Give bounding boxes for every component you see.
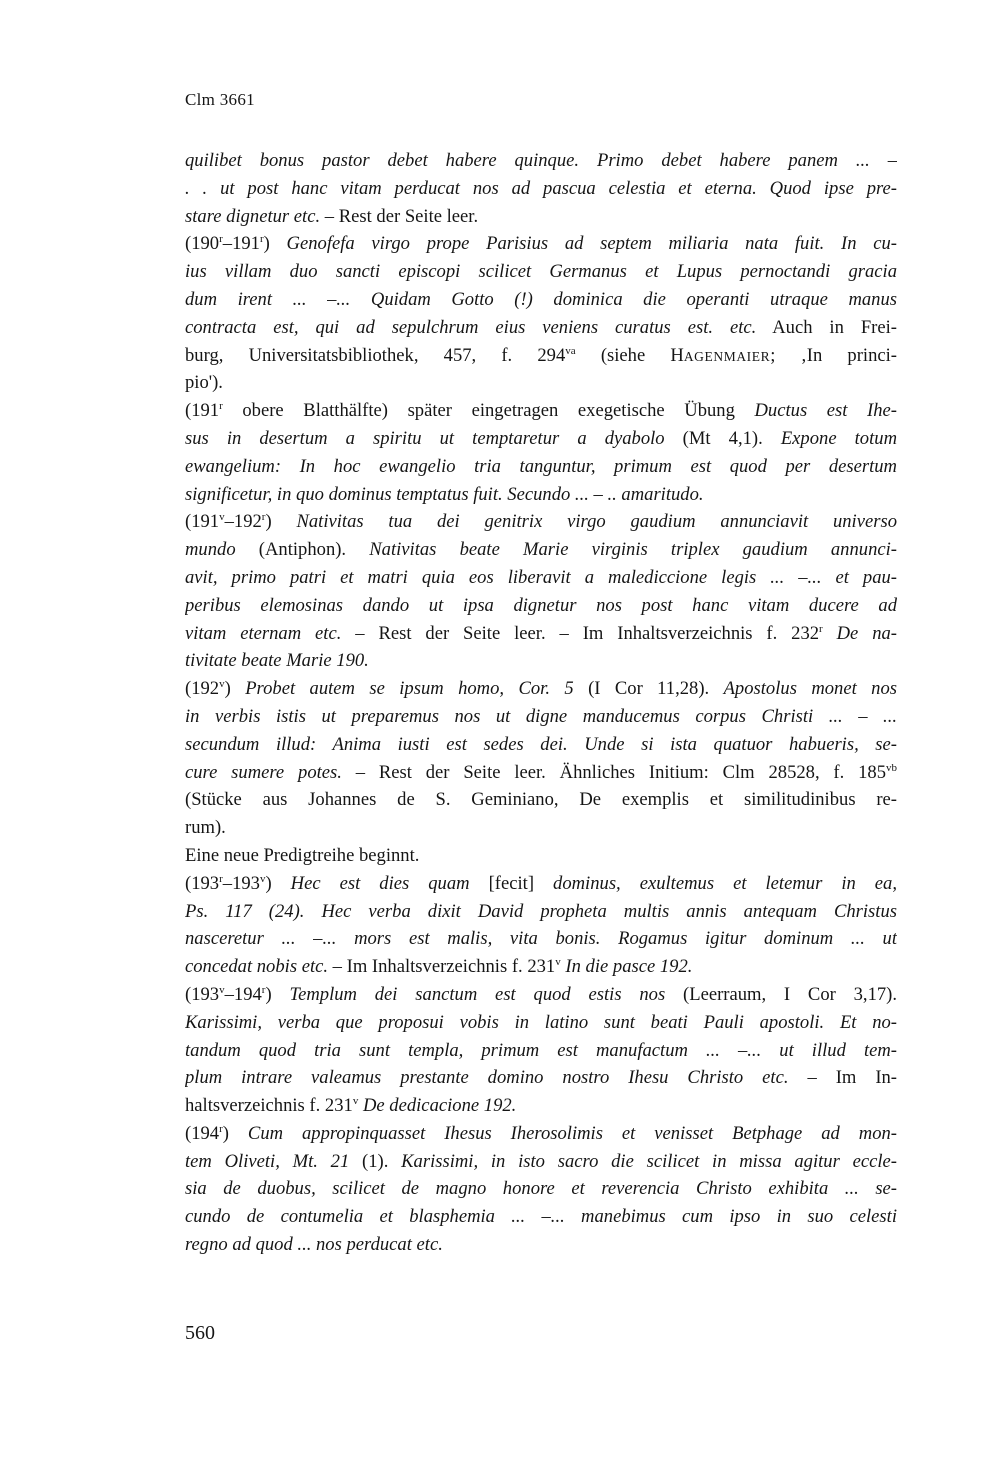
text-line (185, 397, 897, 425)
text-line (185, 1009, 897, 1037)
latin-text: De dedicacione 192. (362, 1095, 517, 1117)
text-line (185, 675, 897, 703)
latin-text: cundo de contumelia et blasphemia ... –... manebimus cum ipso in suo celesti (185, 1206, 897, 1228)
folio-superscript: r (819, 622, 823, 635)
page-number: 560 (185, 1322, 215, 1344)
latin-text: quilibet bonus pastor debet habere quinque. Primo debet habere panem ... – (185, 150, 897, 171)
text-line (185, 981, 897, 1009)
folio-superscript: v (219, 678, 225, 691)
text-segment: (Mt 4,1). (664, 427, 781, 449)
latin-text: nasceretur ... –... mors est malis, vita bonis. Rogamus igitur dominum ... ut (185, 928, 897, 950)
folio-superscript: r (259, 233, 264, 246)
latin-text: regno ad quod ... nos perducat etc. (185, 1234, 443, 1256)
text-line (185, 1120, 897, 1148)
text-segment: (193 (185, 872, 220, 894)
text-line (185, 870, 897, 898)
text-line (185, 203, 897, 231)
folio-superscript: v (219, 511, 225, 524)
text-segment: –194 (224, 983, 262, 1005)
text-line (185, 786, 897, 814)
folio-superscript: vb (886, 761, 897, 774)
latin-text: Expone totum (780, 427, 897, 449)
text-segment: –192 (224, 511, 262, 533)
running-head: Clm 3661 (185, 90, 255, 109)
folio-superscript: v (555, 956, 561, 969)
text-segment: – Rest der Seite leer. – Im Inhaltsverzeichnis f. 232 (341, 622, 820, 644)
catalog-text-body (185, 147, 897, 1259)
text-line (185, 1203, 897, 1231)
latin-text: Nativitas beate Marie virginis triplex gaudium annunci- (369, 539, 897, 561)
text-line (185, 925, 897, 953)
text-line (185, 703, 897, 731)
text-line (185, 1092, 897, 1120)
text-line (185, 314, 897, 342)
latin-text: dominus, exultemus et letemur in ea, (553, 872, 897, 894)
folio-superscript: r (219, 1122, 223, 1135)
text-segment: ) (222, 1122, 248, 1144)
text-line (185, 592, 897, 620)
latin-text: cure sumere potes. (185, 761, 342, 783)
latin-text: ius villam duo sancti episcopi scilicet Germanus et Lupus pernoctandi gracia (185, 261, 897, 283)
text-segment: ; ‚In princi- (770, 344, 897, 366)
text-line (185, 286, 897, 314)
text-segment: AGENMAIER (683, 348, 771, 364)
text-segment: (Antiphon). (235, 539, 370, 561)
text-line (185, 814, 897, 842)
latin-text: tem Oliveti, Mt. 21 (185, 1150, 350, 1172)
text-line (185, 453, 897, 481)
latin-text: secundum illud: Anima iusti est sedes dei. Unde si ista quatuor habueris, se- (185, 733, 897, 755)
text-line (185, 647, 897, 675)
latin-text: Nativitas tua dei genitrix virgo gaudium annunciavit universo (296, 511, 897, 533)
text-segment: – Rest der Seite leer. Ähnliches Initium: Clm 28528, f. 185 (341, 761, 886, 783)
text-segment: – Im In- (788, 1067, 897, 1089)
latin-text: sia de duobus, scilicet de magno honore et reverencia Christo exhibita ... se- (185, 1178, 897, 1200)
folio-superscript: r (219, 233, 223, 246)
text-line (185, 147, 897, 175)
latin-text: Apostolus monet nos (723, 678, 897, 700)
folio-superscript: v (352, 1095, 359, 1108)
text-line (185, 1148, 897, 1176)
text-line (185, 342, 897, 370)
text-segment: ) (263, 233, 287, 255)
latin-text: Ps. 117 (24). Hec verba dixit David propheta multis annis antequam Christus (185, 900, 897, 922)
text-line (185, 1175, 897, 1203)
latin-text: In die pasce 192. (565, 956, 693, 978)
latin-text: De na- (836, 622, 897, 644)
text-line (185, 759, 897, 787)
text-line (185, 1231, 897, 1259)
folio-superscript: v (259, 872, 266, 885)
text-segment: (193 (185, 983, 220, 1005)
text-segment: Eine neue Predigtreihe beginnt. (185, 844, 420, 866)
latin-text: . . ut post hanc vitam perducat nos ad pascua celestia et eterna. Quod ipse pre- (185, 177, 897, 199)
text-line (185, 536, 897, 564)
text-segment: ) (224, 678, 246, 700)
latin-text: Templum dei sanctum est quod estis nos (289, 983, 666, 1005)
latin-text: Hec est dies quam (290, 872, 470, 894)
latin-text: Karissimi, in isto sacro die scilicet in missa agitur eccle- (401, 1150, 897, 1172)
text-segment: –191 (222, 233, 260, 255)
text-line (185, 508, 897, 536)
text-segment: rum). (185, 817, 226, 839)
latin-text: mundo (185, 539, 236, 561)
latin-text: significetur, in quo dominus temptatus fuit. Secundo ... – .. amaritudo. (185, 483, 704, 505)
latin-text: vitam eternam etc. (185, 622, 342, 644)
text-segment: (190 (185, 233, 220, 255)
text-segment: (194 (185, 1122, 220, 1144)
folio-superscript: r (261, 983, 266, 996)
text-segment: [fecit] (469, 872, 554, 894)
text-segment: pio'). (185, 372, 223, 394)
text-line (185, 620, 897, 648)
text-segment: –193 (222, 872, 260, 894)
latin-text: plum intrare valeamus prestante domino nostro Ihesu Christo etc. (185, 1067, 789, 1089)
text-segment: obere Blatthälfte) später eingetragen exegetische Übung (222, 400, 755, 422)
text-line (185, 731, 897, 759)
text-segment: (Leerraum, I Cor 3,17). (665, 983, 897, 1005)
latin-text: Genofefa virgo prope Parisius ad septem miliaria nata fuit. In cu- (286, 233, 897, 255)
text-segment: (1). (349, 1150, 402, 1172)
latin-text: dum irent ... –... Quidam Gotto (!) dominica die operanti utraque manus (185, 288, 897, 310)
text-segment: ) (265, 511, 297, 533)
text-segment: burg, Universitatsbibliothek, 457, f. 294 (185, 344, 566, 366)
text-segment: Auch in Frei- (756, 316, 897, 338)
text-segment: (I Cor 11,28). (573, 678, 724, 700)
text-segment: (Stücke aus Johannes de S. Geminiano, De exemplis et similitudinibus re- (185, 789, 897, 811)
text-line (185, 481, 897, 509)
latin-text: Karissimi, verba que proposui vobis in latino sunt beati Pauli apostoli. Et no- (185, 1011, 897, 1033)
text-line (185, 898, 897, 926)
text-segment: – Im Inhaltsverzeichnis f. 231 (328, 956, 556, 978)
text-segment: haltsverzeichnis f. 231 (185, 1095, 353, 1117)
folio-superscript: va (565, 344, 576, 357)
text-line (185, 175, 897, 203)
latin-text: peribus elemosinas dando ut ipsa dignetur nos post hanc vitam ducere ad (185, 594, 897, 616)
latin-text: contracta est, qui ad sepulchrum eius veniens curatus est. etc. (185, 316, 757, 338)
text-line (185, 842, 897, 870)
text-segment: ) (265, 872, 291, 894)
text-line (185, 1064, 897, 1092)
latin-text: Cum appropinquasset Ihesus Iherosolimis et venisset Betphage ad mon- (247, 1122, 897, 1144)
text-line (185, 564, 897, 592)
text-segment: – Rest der Seite leer. (320, 205, 479, 227)
latin-text: stare dignetur etc. (185, 205, 321, 227)
text-segment: ) (265, 983, 290, 1005)
latin-text: ewangelium: In hoc ewangelio tria tanguntur, primum est quod per desertum (185, 455, 897, 477)
text-segment: (siehe H (575, 344, 684, 366)
latin-text: sus in desertum a spiritu ut temptaretur a dyabolo (185, 427, 665, 449)
text-line (185, 369, 897, 397)
latin-text: tandum quod tria sunt templa, primum est manufactum ... –... ut illud tem- (185, 1039, 897, 1061)
text-segment: (191 (185, 511, 220, 533)
latin-text: Probet autem se ipsum homo, Cor. 5 (245, 678, 574, 700)
latin-text: tivitate beate Marie 190. (185, 650, 369, 672)
text-segment: (192 (185, 678, 220, 700)
folio-superscript: r (219, 872, 223, 885)
text-line (185, 953, 897, 981)
folio-superscript: r (261, 511, 266, 524)
folio-superscript: v (219, 983, 225, 996)
latin-text: avit, primo patri et matri quia eos liberavit a malediccione legis ... –... et pau- (185, 566, 897, 588)
text-line (185, 425, 897, 453)
text-line (185, 230, 897, 258)
latin-text: concedat nobis etc. (185, 956, 329, 978)
text-line (185, 1037, 897, 1065)
text-segment (823, 623, 837, 644)
latin-text: in verbis istis ut preparemus nos ut digne manducemus corpus Christi ... – ... (185, 705, 897, 727)
folio-superscript: r (219, 400, 223, 413)
text-segment: (191 (185, 400, 220, 422)
latin-text: Ductus est Ihe- (754, 400, 897, 422)
text-line (185, 258, 897, 286)
